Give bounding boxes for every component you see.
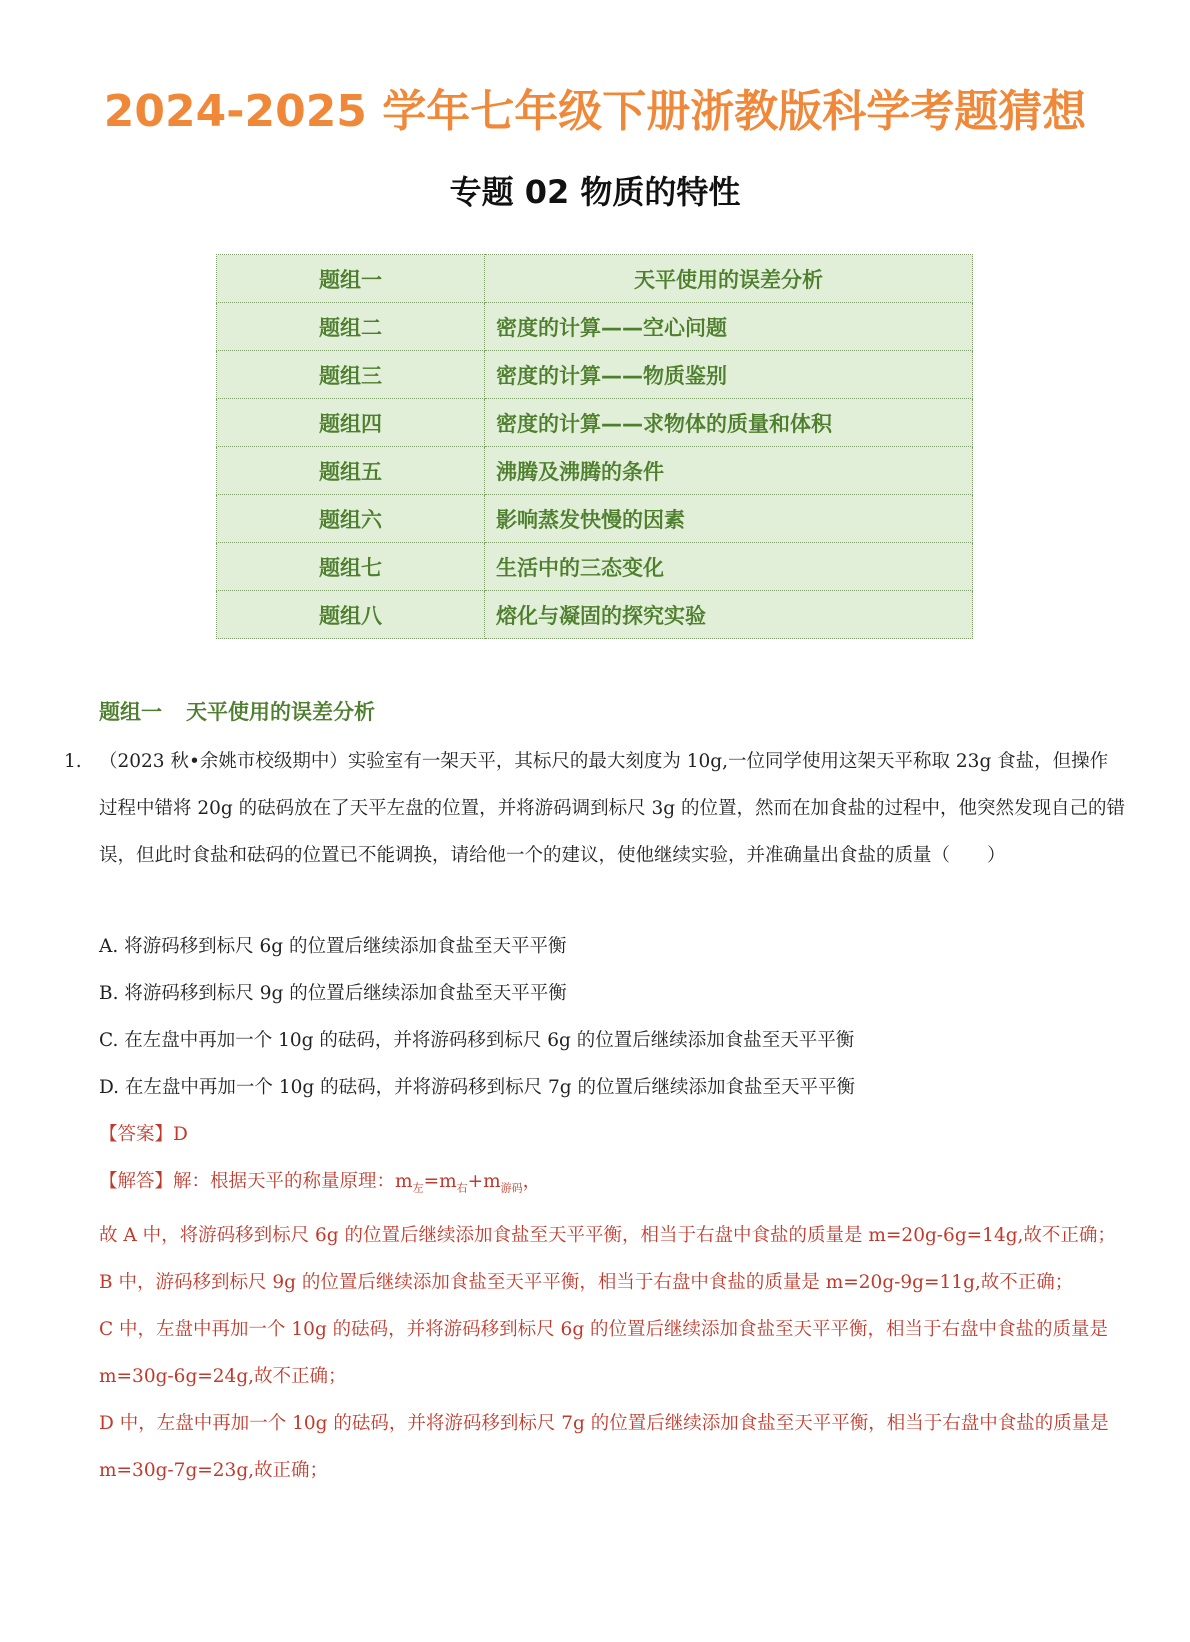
topic-cell: 影响蒸发快慢的因素 (485, 495, 973, 543)
group-cell: 题组五 (217, 447, 485, 495)
table-row (217, 447, 973, 495)
table-row (217, 495, 973, 543)
section-heading (99, 696, 375, 728)
section-topic-label: 天平使用的误差分析 (186, 700, 375, 724)
topic-cell: 生活中的三态变化 (485, 543, 973, 591)
equation-mid: =m (423, 1171, 457, 1192)
answer-line (99, 1111, 188, 1158)
table-row (217, 543, 973, 591)
solution-line-c: C 中，左盘中再加一个 10g 的砝码，并将游码移到标尺 6g 的位置后继续添加食盐至天平平衡，相当于右盘中食盐的质量是 m=30g-6g=24g,故不正确； (99, 1318, 1109, 1387)
equation-plus: +m (467, 1171, 501, 1192)
group-cell: 题组二 (217, 303, 485, 351)
topic-cell: 天平使用的误差分析 (485, 255, 973, 303)
document-title: 2024-2025 学年七年级下册浙教版科学考题猜想 (103, 86, 1087, 137)
topic-cell: 沸腾及沸腾的条件 (485, 447, 973, 495)
group-cell: 题组三 (217, 351, 485, 399)
topic-table (216, 254, 973, 639)
table-row (217, 351, 973, 399)
solution-line-b: B 中，游码移到标尺 9g 的位置后继续添加食盐至天平平衡，相当于右盘中食盐的质量是 m=20g-9g=11g,故不正确； (99, 1271, 1074, 1293)
topic-subtitle: 专题 02 物质的特性 (449, 173, 741, 211)
topic-cell: 密度的计算——求物体的质量和体积 (485, 399, 973, 447)
option-d: D. 在左盘中再加一个 10g 的砝码，并将游码移到标尺 7g 的位置后继续添加食盐至天平平衡 (99, 1077, 855, 1098)
group-cell: 题组四 (217, 399, 485, 447)
topic-cell: 密度的计算——物质鉴别 (485, 351, 973, 399)
subscript-left: 左 (412, 1181, 424, 1195)
group-cell: 题组一 (217, 255, 485, 303)
solution-line-a: 故 A 中，将游码移到标尺 6g 的位置后继续添加食盐至天平平衡，相当于右盘中食盐的质量是 m=20g-6g=14g,故不正确； (99, 1224, 1116, 1246)
equation-end: ， (522, 1171, 542, 1192)
section-group-label: 题组一 (99, 700, 162, 724)
subscript-right: 右 (456, 1181, 468, 1195)
group-cell: 题组七 (217, 543, 485, 591)
answer-label: 【答案】 (99, 1124, 174, 1145)
table-row (217, 399, 973, 447)
question-number: 1. (64, 751, 82, 772)
group-cell: 题组六 (217, 495, 485, 543)
question-1 (64, 738, 1126, 879)
topic-cell: 密度的计算——空心问题 (485, 303, 973, 351)
solution-block (99, 1158, 1119, 1494)
solution-line-d: D 中，左盘中再加一个 10g 的砝码，并将游码移到标尺 7g 的位置后继续添加食盐至天平平衡，相当于右盘中食盐的质量是 m=30g-7g=23g,故正确； (99, 1412, 1109, 1481)
option-b: B. 将游码移到标尺 9g 的位置后继续添加食盐至天平平衡 (99, 983, 567, 1004)
option-a: A. 将游码移到标尺 6g 的位置后继续添加食盐至天平平衡 (99, 936, 567, 957)
option-list (99, 923, 1119, 1111)
solution-intro-line (99, 1158, 1119, 1212)
option-c: C. 在左盘中再加一个 10g 的砝码，并将游码移到标尺 6g 的位置后继续添加食盐至天平平衡 (99, 1030, 855, 1051)
group-cell: 题组八 (217, 591, 485, 639)
table-row (217, 591, 973, 639)
question-stem: （2023 秋•余姚市校级期中）实验室有一架天平，其标尺的最大刻度为 10g,一位同学使用这架天平称取 23g 食盐，但操作过程中错将 20g 的砝码放在了天平左盘的位置，并将游码调到标尺 3g 的位置，然而在加食盐的过程中，他突然发现自己的错误，但此时食盐和砝码的位置已不能调换，请给他一个的建议，使他继续实验，并准确量出食盐的质量（ ） (99, 751, 1126, 866)
table-row (217, 255, 973, 303)
solution-label: 【解答】 (99, 1171, 174, 1192)
solution-intro: 解：根据天平的称量原理：m (173, 1171, 413, 1192)
subscript-rider: 游码 (500, 1181, 523, 1195)
answer-value: D (173, 1124, 188, 1145)
table-row (217, 303, 973, 351)
topic-cell: 熔化与凝固的探究实验 (485, 591, 973, 639)
